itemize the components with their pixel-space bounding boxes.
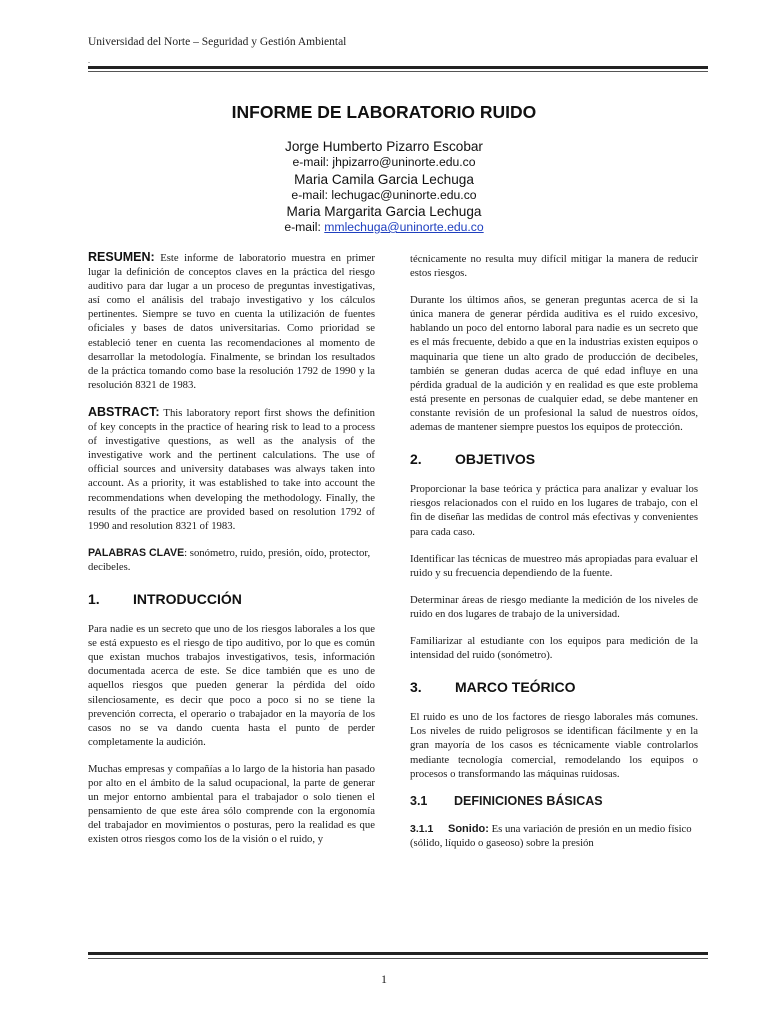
resumen-text: Este informe de laboratorio muestra en primer lugar la definición de conceptos claves en la práctica del riesgo auditivo para dar lugar a un proceso de preguntas investigativas, así como el análisis del trabajo investigativo y los cálculos pertinentes. Siempre se tuvo en cuenta la utilización de fuentes oficiales y bases de datos universitarias. Como prioridad se estableció tener en cuenta las recomendaciones al momento de desarrollar la metodología. Finalmente, se brindan los resultados de la práctica tomando como base la resolución 1792 de 1990 y la resolución 8321 de 1983. bbox=[88, 252, 375, 391]
running-header: Universidad del Norte – Seguridad y Gestión Ambiental bbox=[88, 36, 347, 48]
section-number: 1. bbox=[88, 590, 100, 607]
body-paragraph: Durante los últimos años, se generan preguntas acerca de si la única manera de generar pérdida auditiva es el ruido excesivo, hablando un poco del entorno laboral para nadie es un secreto que es el más frecuente, debido a que en la industrias existen equipos o maquinaria que tiene un alto grado de producción de decibeles, también se generan dudas acerca de qué edad influye en una pérdida gradual de la audición y en realidad es que este problema está presente en personas de cualquier edad, se debe mantener en constante revisión de un profesional la salud de nuestros oídos, ademas de mantener siempre puestos los equipos de protección. bbox=[410, 294, 698, 434]
abstract-label: ABSTRACT: bbox=[88, 404, 160, 419]
resumen-label: RESUMEN: bbox=[88, 250, 155, 264]
section-heading-marco bbox=[410, 680, 698, 694]
section-number: 2. bbox=[410, 451, 422, 468]
document-title: INFORME DE LABORATORIO RUIDO bbox=[231, 102, 537, 122]
sonido-text: Es una variación de presión en un medio físico (sólido, líquido o gaseoso) sobre la presión bbox=[410, 822, 692, 849]
sonido-label: Sonido: bbox=[448, 822, 489, 835]
subsection-number: 3.1 bbox=[410, 793, 428, 808]
section-heading-objetivos bbox=[410, 452, 698, 466]
footer-rule bbox=[88, 952, 708, 955]
body-paragraph: Muchas empresas y compañías a lo largo de la historia han pasado por alto en el ámbito de la salud ocupacional, la parte de generar un mejor entorno ambiental para el trabajador o solo tienen el pensamiento de que este área sólo comprende con la ergonomía del trabajador en movimientos o posturas, pero la realidad es que existen otros riesgos como los de la visión o el ruido, y bbox=[88, 762, 375, 846]
abstract-text: This laboratory report first shows the definition of key concepts in the practice of hearing risk to lead to a process of investigative questions, as well as the analysis of the investigative work and the pertinent calculations. The use of official sources and university databases was always taken into account. As a priority, it was established to take into account the recommendations when developing the methodology. Finally, the results of the practice are provided based on resolution 1792 of 1990 and resolution 8321 of 1983. bbox=[88, 406, 375, 532]
author-name: Maria Camila Garcia Lechuga bbox=[294, 171, 474, 187]
body-paragraph: Familiarizar al estudiante con los equipos para medición de la intensidad del ruido (sonómetro). bbox=[410, 634, 698, 662]
resumen-paragraph bbox=[88, 250, 375, 392]
keywords-text: : sonómetro, ruido, presión, oído, protector, decibeles. bbox=[88, 546, 371, 573]
section-heading-intro bbox=[88, 592, 375, 606]
author-email-line bbox=[0, 220, 768, 236]
section-title: OBJETIVOS bbox=[455, 451, 536, 468]
header-rule bbox=[88, 66, 708, 69]
body-paragraph: Proporcionar la base teórica y práctica para analizar y evaluar los riesgos relacionados con el ruido en los lugares de trabajo, con el fin de diseñar las medidas de control más efectivas y convenientes para cada caso. bbox=[410, 483, 698, 538]
subsection-heading-definiciones bbox=[410, 794, 698, 808]
section-title: MARCO TEÓRICO bbox=[455, 679, 576, 696]
author-name: Jorge Humberto Pizarro Escobar bbox=[285, 139, 483, 154]
footer-rule-thin bbox=[88, 958, 708, 959]
section-number: 3. bbox=[410, 679, 422, 696]
subsubsection-number: 3.1.1 bbox=[410, 822, 434, 835]
sonido-paragraph bbox=[410, 822, 698, 850]
author-email: lechugac@uninorte.edu.co bbox=[331, 187, 477, 202]
section-title: INTRODUCCIÓN bbox=[133, 590, 242, 607]
email-label: e-mail: bbox=[291, 187, 332, 202]
keywords-paragraph bbox=[88, 546, 375, 574]
author-email-line bbox=[0, 188, 768, 204]
body-paragraph: Para nadie es un secreto que uno de los riesgos laborales a los que se está expuesto es el riesgo de tipo auditivo, por lo que es común que existan muchos trabajos investigativos, tesis, información documentada acerca de este. Se dice también que es uno de aquellos riesgos que pueden generar la pérdida del oído silenciosamente, es decir que poco a poco si no se tiene la prevención correcta, el operario o trabajador en la mayoría de los casos no se va dando cuenta hasta el punto de perder completamente la audición. bbox=[88, 623, 375, 748]
body-paragraph: técnicamente no resulta muy difícil mitigar la manera de reducir estos riesgos. bbox=[410, 253, 698, 280]
author-email-line bbox=[0, 155, 768, 171]
right-column bbox=[410, 252, 698, 863]
author-email: jhpizarro@uninorte.edu.co bbox=[332, 155, 476, 169]
stray-mark: . bbox=[88, 56, 90, 65]
keywords-label: PALABRAS CLAVE bbox=[88, 546, 185, 559]
author-name: Maria Margarita Garcia Lechuga bbox=[286, 204, 482, 219]
body-paragraph: Identificar las técnicas de muestreo más apropiadas para evaluar el ruido y su frecuencia dependiendo de la fuente. bbox=[410, 552, 698, 579]
abstract-paragraph bbox=[88, 405, 375, 533]
header-rule-thin bbox=[88, 71, 708, 72]
body-paragraph: Determinar áreas de riesgo mediante la medición de los niveles de ruido en dos lugares de trabajo de la universidad. bbox=[410, 593, 698, 620]
email-label: e-mail: bbox=[292, 155, 333, 169]
body-paragraph: El ruido es uno de los factores de riesgo laborales más comunes. Los niveles de ruido peligrosos se identifican fácilmente y en la gran mayoría de los casos es técnicamente viable controlarlos mediante tecnología comercial, remodelando los equipos o procesos o transformando las máquinas ruidosas. bbox=[410, 711, 698, 780]
email-label: e-mail: bbox=[284, 220, 325, 234]
author-block bbox=[0, 138, 768, 236]
left-column bbox=[88, 250, 375, 859]
page-number: 1 bbox=[381, 972, 387, 986]
subsection-title: DEFINICIONES BÁSICAS bbox=[454, 793, 603, 808]
author-email-link[interactable]: mmlechuga@uninorte.edu.co bbox=[324, 220, 484, 234]
